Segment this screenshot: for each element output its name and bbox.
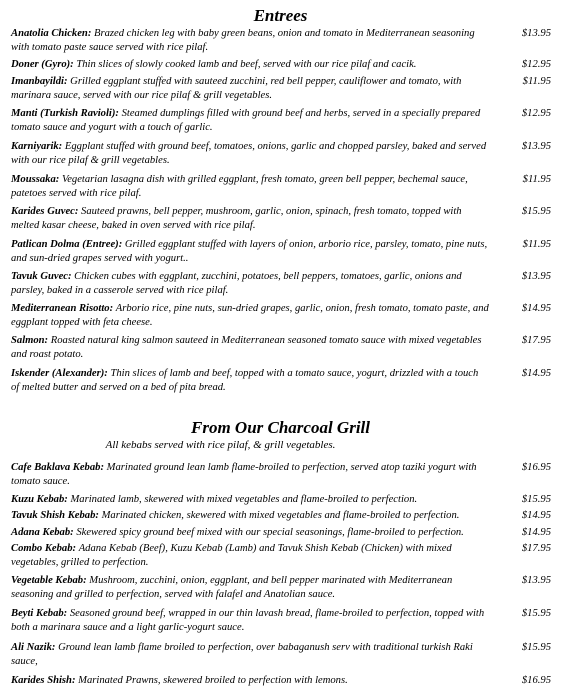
item-name: Kuzu Kebab: [11,494,68,505]
item-price: $16.95 [521,675,551,686]
item-price: $14.95 [521,368,551,379]
menu-item-karniyarik [11,140,551,168]
menu-item-karides-guvec [11,205,551,233]
item-description: Thin slices of lamb and beef, topped with a tomato sauce, yogurt, drizzled with a touch of melted butter and served on a bed of pita bread. [11,368,479,393]
item-name: Salmon: [11,335,49,346]
menu-item-kuzu-kebab [11,493,551,507]
item-name: Adana Kebab: [11,527,74,538]
item-price: $12.95 [521,59,551,70]
item-description: Chicken cubes with eggplant, zucchini, potatoes, bell peppers, tomatoes, garlic, onions and parsley, baked in a casserole served with rice pilaf. [11,271,462,296]
item-name: Imanbayildi: [11,76,68,87]
item-price: $12.95 [521,108,551,119]
item-description: Mushroom, zucchini, onion, eggplant, and bell pepper marinated with Mediterranean seasoning and grilled to perfection, served with falafel and Anatolian sauce. [11,575,453,600]
item-price: $15.95 [521,642,551,653]
menu-item-moussaka [11,173,551,201]
menu-item-patlican-dolma [11,238,551,266]
item-price: $17.95 [521,543,551,554]
grill-heading: From Our Charcoal Grill [190,418,370,437]
item-name: Moussaka: [11,174,60,185]
item-name: Karniyarik: [11,141,63,152]
menu-item-salmon [11,334,551,362]
menu-item-karides-shish [11,674,551,688]
item-price: $13.95 [521,141,551,152]
item-description: Ground lean lamb flame broiled to perfection, over babaganush serv with traditional turkish Raki sauce, [11,642,473,667]
item-name: Patlican Dolma (Entree): [11,239,123,250]
item-description: Marinated ground lean lamb flame-broiled to perfection, served atop taziki yogurt with tomato sauce. [11,462,477,487]
menu-item-tavuk-shish-kebab [11,509,551,523]
item-description: Steamed dumplings filled with ground beef and herbs, served in a specially prepared tomato sauce and yogurt with a touch of garlic. [11,108,481,133]
menu-item-ali-nazik [11,641,551,669]
item-name: Karides Guvec: [11,206,79,217]
item-description: Marinated chicken, skewered with mixed vegetables and flame-broiled to perfection. [101,510,460,521]
menu-item-cafe-baklava-kebab [11,461,551,489]
item-name: Cafe Baklava Kebab: [11,462,104,473]
menu-item-iskender [11,367,551,395]
item-price: $14.95 [521,527,551,538]
item-price: $13.95 [521,28,551,39]
item-name: Anatolia Chicken: [11,28,92,39]
grill-subheading: All kebabs served with rice pilaf, & grill vegetables. [105,439,336,451]
item-description: Vegetarian lasagna dish with grilled eggplant, fresh tomato, green bell pepper, bechemal sauce, patetoes served with rice pilaf. [11,174,468,199]
item-name: Iskender (Alexander): [11,368,108,379]
menu-item-manti [11,107,551,135]
menu-item-adana-kebab [11,526,551,540]
item-description: Brazed chicken leg with baby green beans, onion and tomato in Mediterranean seasoning with tomato paste sauce served with rice pilaf. [11,28,475,53]
menu-item-vegetable-kebab [11,574,551,602]
item-name: Mediterranean Risotto: [11,303,114,314]
item-name: Manti (Turkish Ravioli): [11,108,119,119]
item-price: $14.95 [521,510,551,521]
menu-item-beyti-kebab [11,607,551,635]
item-price: $15.95 [521,206,551,217]
menu-item-doner [11,58,551,72]
item-name: Tavuk Shish Kebab: [11,510,99,521]
item-description: Sauteed prawns, bell pepper, mushroom, garlic, onion, spinach, fresh tomato, topped with melted kasar cheese, baked in oven served with rice pilaf. [11,206,462,231]
item-name: Doner (Gyro): [11,59,74,70]
item-name: Beyti Kebab: [11,608,68,619]
item-price: $15.95 [521,494,551,505]
item-price: $13.95 [521,575,551,586]
item-description: Roasted natural king salmon sauteed in Mediterranean seasoned tomato sauce with mixed vegetables and roast potato. [11,335,482,360]
menu-item-imanbayildi [11,75,551,103]
item-description: Marinated lamb, skewered with mixed vegetables and flame-broiled to perfection. [70,494,418,505]
item-description: Eggplant stuffed with ground beef, tomatoes, onions, garlic and chopped parsley, baked and served with our rice pilaf & grill vegetables. [11,141,487,166]
item-name: Karides Shish: [11,675,76,686]
item-price: $11.95 [522,174,551,185]
menu-item-combo-kebab [11,542,551,570]
item-description: Adana Kebab (Beef), Kuzu Kebab (Lamb) and Tavuk Shish Kebab (Chicken) with mixed vegetables, grilled to perfection. [11,543,452,568]
item-price: $14.95 [521,303,551,314]
item-name: Combo Kebab: [11,543,77,554]
item-price: $17.95 [521,335,551,346]
item-description: Marinated Prawns, skewered broiled to perfection with lemons. [78,675,348,686]
menu-item-tavuk-guvec [11,270,551,298]
entrees-heading: Entrees [253,6,308,25]
item-description: Skewered spicy ground beef mixed with our special seasonings, flame-broiled to perfection. [76,527,464,538]
item-price: $11.95 [522,239,551,250]
item-price: $15.95 [521,608,551,619]
item-description: Thin slices of slowly cooked lamb and beef, served with our rice pilaf and cacik. [76,59,417,70]
item-name: Tavuk Guvec: [11,271,72,282]
item-price: $13.95 [521,271,551,282]
item-description: Arborio rice, pine nuts, sun-dried grapes, garlic, onion, fresh tomato, tomato paste, and eggplant topped with feta cheese. [11,303,489,328]
item-price: $11.95 [522,76,551,87]
item-name: Vegetable Kebab: [11,575,87,586]
item-price: $16.95 [521,462,551,473]
menu-item-anatolia-chicken [11,27,551,55]
menu-item-mediterranean-risotto [11,302,551,330]
item-name: Ali Nazik: [11,642,56,653]
item-description: Seasoned ground beef, wrapped in our thin lavash bread, flame-broiled to perfection, topped with both a marinara sauce and a light garlic-yogurt sauce. [11,608,485,633]
item-description: Grilled eggplant stuffed with sauteed zucchini, red bell pepper, cauliflower and tomato, with marinara sauce, served with our rice pilaf & grill vegetables. [11,76,462,101]
item-description: Grilled eggplant stuffed with layers of onion, arborio rice, parsley, tomato, pine nuts, and sun-dried grapes served with yogurt.. [11,239,488,264]
